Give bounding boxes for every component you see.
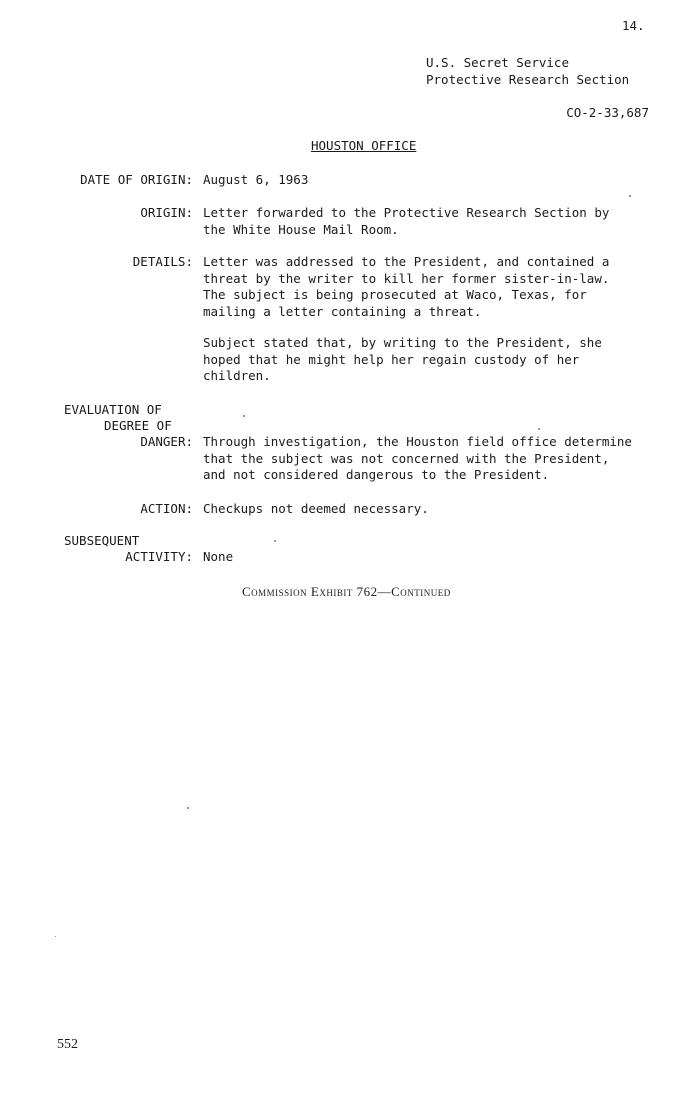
page-number-bottom: 552 [57,1037,78,1052]
page-number-top: 14. [622,18,645,33]
details-paragraph-2 [203,335,602,385]
section-name: Protective Research Section [426,72,630,87]
details-line: mailing a letter containing a threat. [203,303,482,319]
evaluation-label-line-2: DEGREE OF [104,418,172,433]
action-label: ACTION: [140,501,193,516]
scan-speck [55,936,56,937]
scan-speck [629,195,631,197]
evaluation-line: and not considered dangerous to the President. [203,467,550,482]
file-number: CO-2-33,687 [566,105,649,120]
details-line: hoped that he might help her regain custody of her [203,351,580,367]
action-value: Checkups not deemed necessary. [203,501,429,516]
exhibit-caption: Commission Exhibit 762—Continued [242,584,451,599]
agency-name: U.S. Secret Service [426,55,569,70]
details-line: The subject is being prosecuted at Waco, Texas, for [203,287,587,302]
evaluation-line: Through investigation, the Houston field office determine [203,434,632,449]
origin-text [203,205,609,238]
evaluation-line: that the subject was not concerned with the President, [203,450,610,466]
details-line: Subject stated that, by writing to the President, she [203,335,602,350]
scan-speck [538,428,540,430]
evaluation-text [203,434,632,484]
evaluation-label-line-1: EVALUATION OF [64,402,162,417]
evaluation-label-line-3: DANGER: [140,434,193,449]
details-paragraph-1 [203,254,609,320]
subsequent-label-line-1: SUBSEQUENT [64,533,140,548]
origin-line: Letter forwarded to the Protective Research Section by [203,205,610,220]
subsequent-value: None [203,549,234,564]
details-line: Letter was addressed to the President, and contained a [203,254,610,269]
scan-speck [274,540,276,542]
details-line: threat by the writer to kill her former sister-in-law. [203,270,610,286]
origin-line: the White House Mail Room. [203,221,399,237]
subsequent-label-line-2: ACTIVITY: [125,549,193,564]
scan-speck [187,807,189,809]
date-of-origin-value: August 6, 1963 [203,172,309,187]
office-heading: HOUSTON OFFICE [311,138,417,153]
origin-label: ORIGIN: [140,205,193,220]
date-of-origin-label: DATE OF ORIGIN: [80,172,193,187]
scan-speck [243,415,245,417]
details-line: children. [203,368,271,383]
details-label: DETAILS: [132,254,193,269]
